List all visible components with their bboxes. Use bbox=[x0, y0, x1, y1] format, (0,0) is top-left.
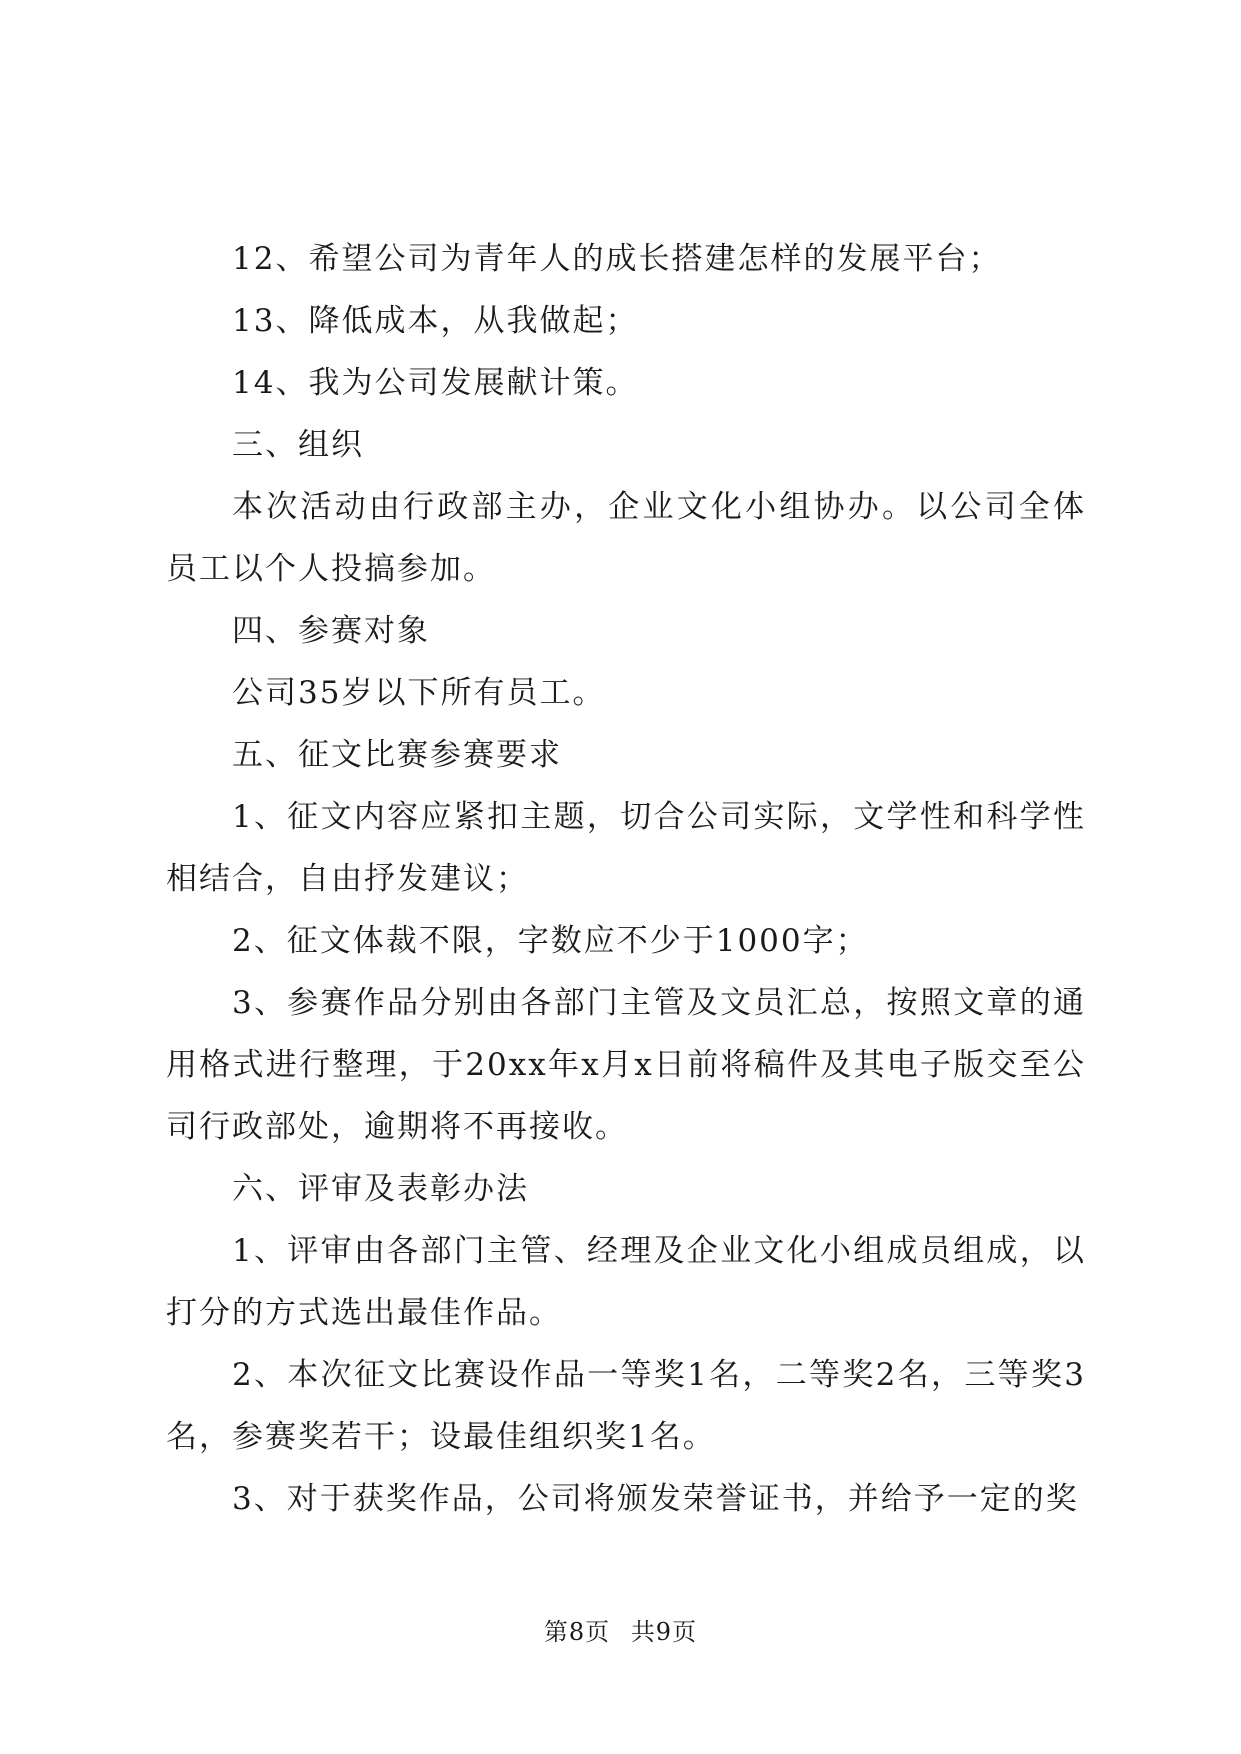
paragraph: 13、降低成本，从我做起； bbox=[232, 303, 639, 339]
paragraph: 3、参赛作品分别由各部门主管及文员汇总，按照文章的通用格式进行整理，于20xx年x月x日前将稿件及其电子版交至公司行政部处，逾期将不再接收。 bbox=[166, 985, 1086, 1145]
paragraph: 1、征文内容应紧扣主题，切合公司实际，文学性和科学性相结合，自由抒发建议； bbox=[166, 799, 1086, 897]
paragraph: 本次活动由行政部主办，企业文化小组协办。以公司全体员工以个人投搞参加。 bbox=[166, 489, 1086, 587]
paragraph: 14、我为公司发展献计策。 bbox=[232, 365, 639, 401]
section-heading: 四、参赛对象 bbox=[232, 613, 430, 649]
paragraph: 公司35岁以下所有员工。 bbox=[232, 675, 606, 711]
paragraph: 1、评审由各部门主管、经理及企业文化小组成员组成，以打分的方式选出最佳作品。 bbox=[166, 1233, 1086, 1331]
section-heading: 六、评审及表彰办法 bbox=[232, 1171, 529, 1207]
paragraph: 12、希望公司为青年人的成长搭建怎样的发展平台； bbox=[232, 241, 1002, 277]
page-footer bbox=[0, 1612, 1241, 1647]
document-body bbox=[166, 228, 1086, 1530]
page-total: 共9页 bbox=[630, 1618, 698, 1646]
paragraph: 2、征文体裁不限，字数应不少于1000字； bbox=[232, 923, 869, 959]
paragraph: 2、本次征文比赛设作品一等奖1名，二等奖2名，三等奖3名，参赛奖若干；设最佳组织奖1名。 bbox=[166, 1357, 1086, 1455]
paragraph: 3、对于获奖作品，公司将颁发荣誉证书，并给予一定的奖 bbox=[232, 1481, 1079, 1517]
page-number: 第8页 bbox=[543, 1618, 611, 1646]
section-heading: 三、组织 bbox=[232, 427, 364, 463]
section-heading: 五、征文比赛参赛要求 bbox=[232, 737, 562, 773]
